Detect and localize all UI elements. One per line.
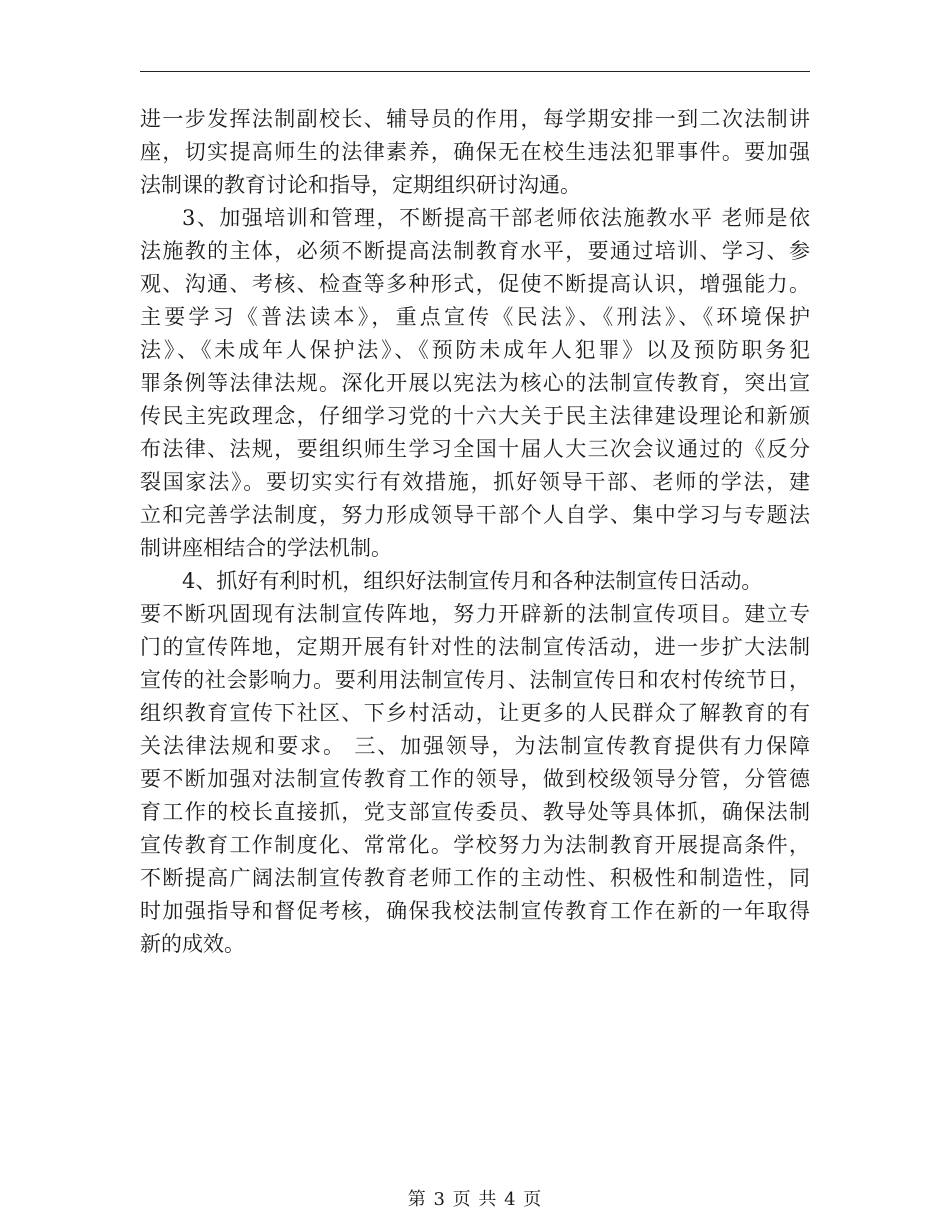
header-rule <box>140 71 810 72</box>
text-line: 宣传教育工作制度化、常常化。学校努力为法制教育开展提高条件， <box>140 833 810 857</box>
text-line: 关法律法规和要求。 三、加强领导，为法制宣传教育提供有力保障 <box>140 734 810 758</box>
body-text <box>140 103 810 961</box>
text-line: 制讲座相结合的学法机制。 <box>140 536 392 560</box>
text-line: 立和完善学法制度，努力形成领导干部个人自学、集中学习与专题法 <box>140 503 810 527</box>
text-line: 法施教的主体，必须不断提高法制教育水平，要通过培训、学习、参 <box>140 239 810 263</box>
text-line: 门的宣传阵地，定期开展有针对性的法制宣传活动，进一步扩大法制 <box>140 635 810 659</box>
text-line: 法》、《未成年人保护法》、《预防未成年人犯罪》以及预防职务犯 <box>140 338 810 362</box>
text-line: 主要学习《普法读本》，重点宣传《民法》、《刑法》、《环境保护 <box>140 305 810 329</box>
text-line: 要不断巩固现有法制宣传阵地，努力开辟新的法制宣传项目。建立专 <box>140 602 810 626</box>
text-line: 不断提高广阔法制宣传教育老师工作的主动性、积极性和制造性，同 <box>140 866 810 890</box>
text-line: 3、加强培训和管理，不断提高干部老师依法施教水平 老师是依 <box>182 206 810 230</box>
text-line: 育工作的校长直接抓，党支部宣传委员、教导处等具体抓，确保法制 <box>140 800 810 824</box>
text-line: 裂国家法》。要切实实行有效措施，抓好领导干部、老师的学法，建 <box>140 470 810 494</box>
text-line: 组织教育宣传下社区、下乡村活动，让更多的人民群众了解教育的有 <box>140 701 810 725</box>
text-line: 宣传的社会影响力。要利用法制宣传月、法制宣传日和农村传统节日， <box>140 668 810 692</box>
text-line: 布法律、法规，要组织师生学习全国十届人大三次会议通过的《反分 <box>140 437 810 461</box>
text-line: 传民主宪政理念，仔细学习党的十六大关于民主法律建设理论和新颁 <box>140 404 810 428</box>
text-line: 罪条例等法律法规。深化开展以宪法为核心的法制宣传教育，突出宣 <box>140 371 810 395</box>
page-number-footer: 第 3 页 共 4 页 <box>407 1189 543 1210</box>
text-line: 观、沟通、考核、检查等多种形式，促使不断提高认识，增强能力。 <box>140 272 810 296</box>
text-line: 时加强指导和督促考核，确保我校法制宣传教育工作在新的一年取得 <box>140 899 810 923</box>
text-line: 座，切实提高师生的法律素养，确保无在校生违法犯罪事件。要加强 <box>140 140 810 164</box>
text-line: 进一步发挥法制副校长、辅导员的作用，每学期安排一到二次法制讲 <box>140 107 810 131</box>
text-line: 新的成效。 <box>140 932 245 956</box>
text-line: 4、抓好有利时机，组织好法制宣传月和各种法制宣传日活动。 <box>182 569 763 593</box>
text-line: 要不断加强对法制宣传教育工作的领导，做到校级领导分管，分管德 <box>140 767 810 791</box>
text-line: 法制课的教育讨论和指导，定期组织研讨沟通。 <box>140 173 581 197</box>
